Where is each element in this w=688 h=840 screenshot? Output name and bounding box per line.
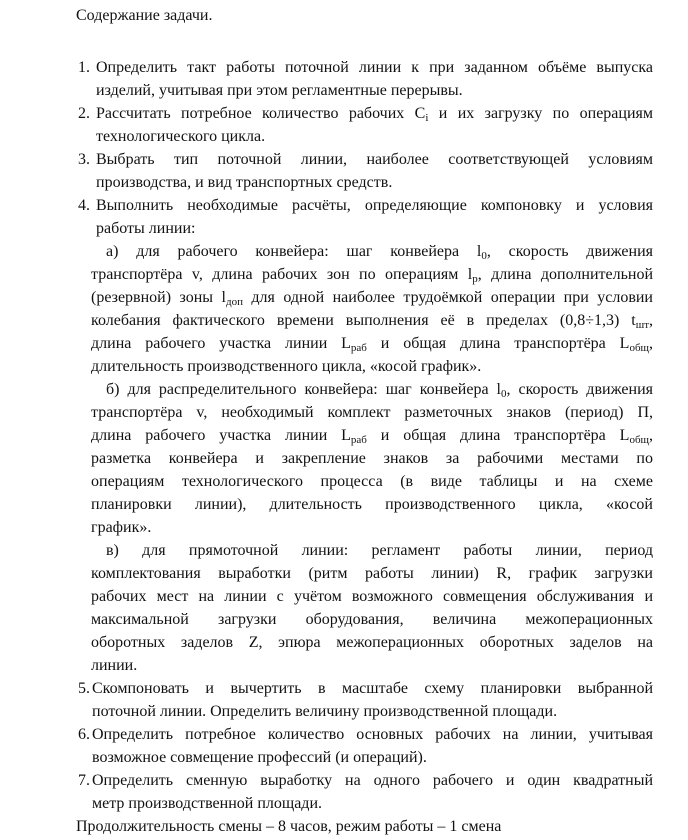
item-number: 7. bbox=[78, 772, 90, 789]
subitem-c-line-5: оборотных заделов Z, эпюра межоперационных оборотных заделов на bbox=[91, 634, 653, 651]
item-5-line-2: поточной линии. Определить величину производственной площади. bbox=[92, 703, 558, 720]
subitem-c-line-3: рабочих мест на линии с учётом возможного совмещения обслуживания и bbox=[91, 588, 653, 605]
item-3-line-1: Выбрать тип поточной линии, наиболее соответствующей условиям bbox=[96, 151, 653, 168]
item-1-line-1: Определить такт работы поточной линии к при заданном объёме выпуска bbox=[96, 59, 653, 76]
subitem-c-line-4: максимальной загрузки оборудования, величина межоперационных bbox=[91, 611, 653, 628]
subitem-a-line-2: транспортёра v, длина рабочих зон по операциям $l_р$, длина дополнительной bbox=[91, 266, 654, 285]
subitem-b-line-4: разметка конвейера и закрепление знаков за рабочими местами по bbox=[91, 450, 653, 467]
subitem-a-line-5: длина рабочего участка линии $L_{раб}$ и общая длина транспортёра $L_{общ}$, bbox=[91, 335, 654, 354]
subitem-a-line-1: а) для рабочего конвейера: шаг конвейера $l_0$, скорость движения bbox=[106, 243, 653, 262]
item-7-line-1: Определить сменную выработку на одного рабочего и один квадратный bbox=[92, 772, 653, 789]
subitem-b-line-7: график». bbox=[91, 519, 152, 536]
item-number: 3. bbox=[78, 151, 90, 168]
item-6-line-2: возможное совмещение профессий (и операций). bbox=[92, 749, 427, 766]
item-number: 6. bbox=[78, 726, 90, 743]
item-number: 5. bbox=[78, 680, 90, 697]
item-4-line-1: Выполнить необходимые расчёты, определяющие компоновку и условия bbox=[96, 197, 653, 214]
item-number: 1. bbox=[78, 59, 90, 76]
subitem-b-line-2: транспортёра v, необходимый комплект разметочных знаков (период) П, bbox=[91, 404, 653, 421]
subitem-a-line-3: (резервной) зоны $l_{доп}$ для одной наиболее трудоёмкой операции при условии bbox=[91, 289, 653, 308]
item-3-line-2: производства, и вид транспортных средств. bbox=[96, 174, 393, 191]
subitem-c-line-1: в) для прямоточной линии: регламент работы линии, период bbox=[106, 542, 653, 559]
item-1-line-2: изделий, учитывая при этом регламентные перерывы. bbox=[96, 82, 463, 99]
item-number: 2. bbox=[78, 105, 90, 122]
shift-info-footer: Продолжительность смены – 8 часов, режим работы – 1 смена bbox=[76, 818, 502, 835]
subitem-c-line-6: линии. bbox=[91, 657, 138, 674]
subitem-b-line-1: б) для распределительного конвейера: шаг конвейера $l_0$, скорость движения bbox=[106, 381, 653, 400]
item-7-line-2: метр производственной площади. bbox=[92, 795, 322, 812]
item-5-line-1: Скомпоновать и вычертить в масштабе схему планировки выбранной bbox=[92, 680, 653, 697]
item-number: 4. bbox=[78, 197, 90, 214]
item-6-line-1: Определить потребное количество основных рабочих на линии, учитывая bbox=[92, 726, 653, 743]
subitem-a-line-4: колебания фактического времени выполнения её в пределах (0,8÷1,3) $t_{шт}$, bbox=[91, 312, 653, 331]
subitem-b-line-5: операциям технологического процесса (в виде таблицы и на схеме bbox=[91, 473, 653, 490]
subitem-b-line-3: длина рабочего участка линии $L_{раб}$ и общая длина транспортёра $L_{общ}$, bbox=[91, 427, 654, 446]
item-2-line-1: Рассчитать потребное количество рабочих $C_i$ и их загрузку по операциям bbox=[96, 105, 654, 124]
document-heading: Содержание задачи. bbox=[76, 7, 213, 24]
subitem-a-line-6: длительность производственного цикла, «косой график». bbox=[91, 358, 482, 375]
subitem-c-line-2: комплектования выработки (ритм работы линии) R, график загрузки bbox=[91, 565, 653, 582]
subitem-b-line-6: планировки линии), длительность производственного цикла, «косой bbox=[91, 496, 653, 513]
item-2-line-2: технологического цикла. bbox=[96, 128, 266, 145]
item-4-line-2: работы линии: bbox=[96, 220, 196, 237]
